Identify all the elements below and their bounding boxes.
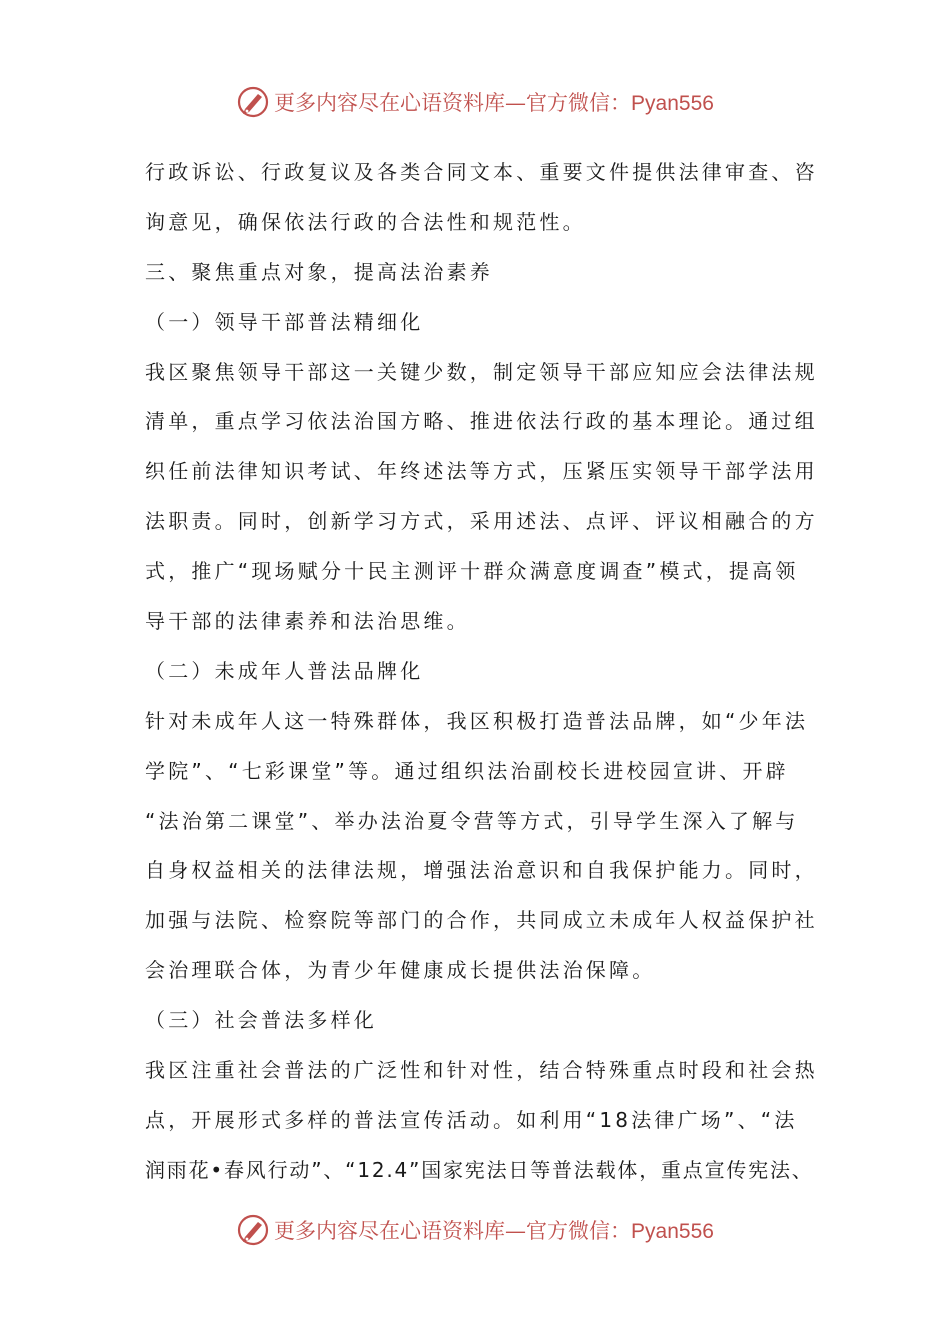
- text-line: 点，开展形式多样的普法宣传活动。如利用“18法律广场”、“法: [145, 1107, 798, 1132]
- text-line: 询意见，确保依法行政的合法性和规范性。: [145, 209, 586, 234]
- section-heading: 三、聚焦重点对象，提高法治素养: [145, 259, 493, 284]
- text-line: 织任前法律知识考试、年终述法等方式，压紧压实领导干部学法用: [145, 459, 818, 484]
- header-watermark-text: 更多内容尽在心语资料库—官方微信：Pyan556: [274, 91, 714, 115]
- text-line: 法职责。同时，创新学习方式，采用述法、点评、评议相融合的方: [145, 509, 818, 534]
- text-line: 我区聚焦领导干部这一关键少数，制定领导干部应知应会法律法规: [145, 359, 818, 384]
- document-body: [145, 148, 825, 1196]
- text-line: 加强与法院、检察院等部门的合作，共同成立未成年人权益保护社: [145, 908, 818, 933]
- text-line: “法治第二课堂”、举办法治夏令营等方式，引导学生深入了解与: [145, 808, 799, 833]
- text-line: 学院”、“七彩课堂”等。通过组织法治副校长进校园宣讲、开辟: [145, 758, 789, 783]
- text-line: 式，推广“现场赋分十民主测评十群众满意度调查”模式，提高领: [145, 559, 799, 584]
- footer-watermark-banner: [0, 1210, 950, 1250]
- footer-watermark-text: 更多内容尽在心语资料库—官方微信：Pyan556: [274, 1219, 714, 1243]
- text-line: 自身权益相关的法律法规，增强法治意识和自我保护能力。同时，: [145, 858, 818, 883]
- subsection-heading: （一）领导干部普法精细化: [145, 309, 424, 334]
- text-line: 会治理联合体，为青少年健康成长提供法治保障。: [145, 958, 656, 983]
- header-watermark-banner: [0, 82, 950, 122]
- pen-logo-icon: [236, 85, 270, 119]
- text-line: 清单，重点学习依法治国方略、推进依法行政的基本理论。通过组: [145, 409, 818, 434]
- subsection-heading: （三）社会普法多样化: [145, 1008, 377, 1033]
- text-line: 我区注重社会普法的广泛性和针对性，结合特殊重点时段和社会热: [145, 1058, 818, 1083]
- text-line: 润雨花•春风行动”、“12.4”国家宪法日等普法载体，重点宣传宪法、: [145, 1157, 814, 1182]
- subsection-heading: （二）未成年人普法品牌化: [145, 658, 424, 683]
- text-line: 行政诉讼、行政复议及各类合同文本、重要文件提供法律审查、咨: [145, 160, 818, 184]
- text-line: 针对未成年人这一特殊群体，我区积极打造普法品牌，如“少年法: [145, 708, 809, 733]
- text-line: 导干部的法律素养和法治思维。: [145, 609, 470, 634]
- pen-logo-icon: [236, 1213, 270, 1247]
